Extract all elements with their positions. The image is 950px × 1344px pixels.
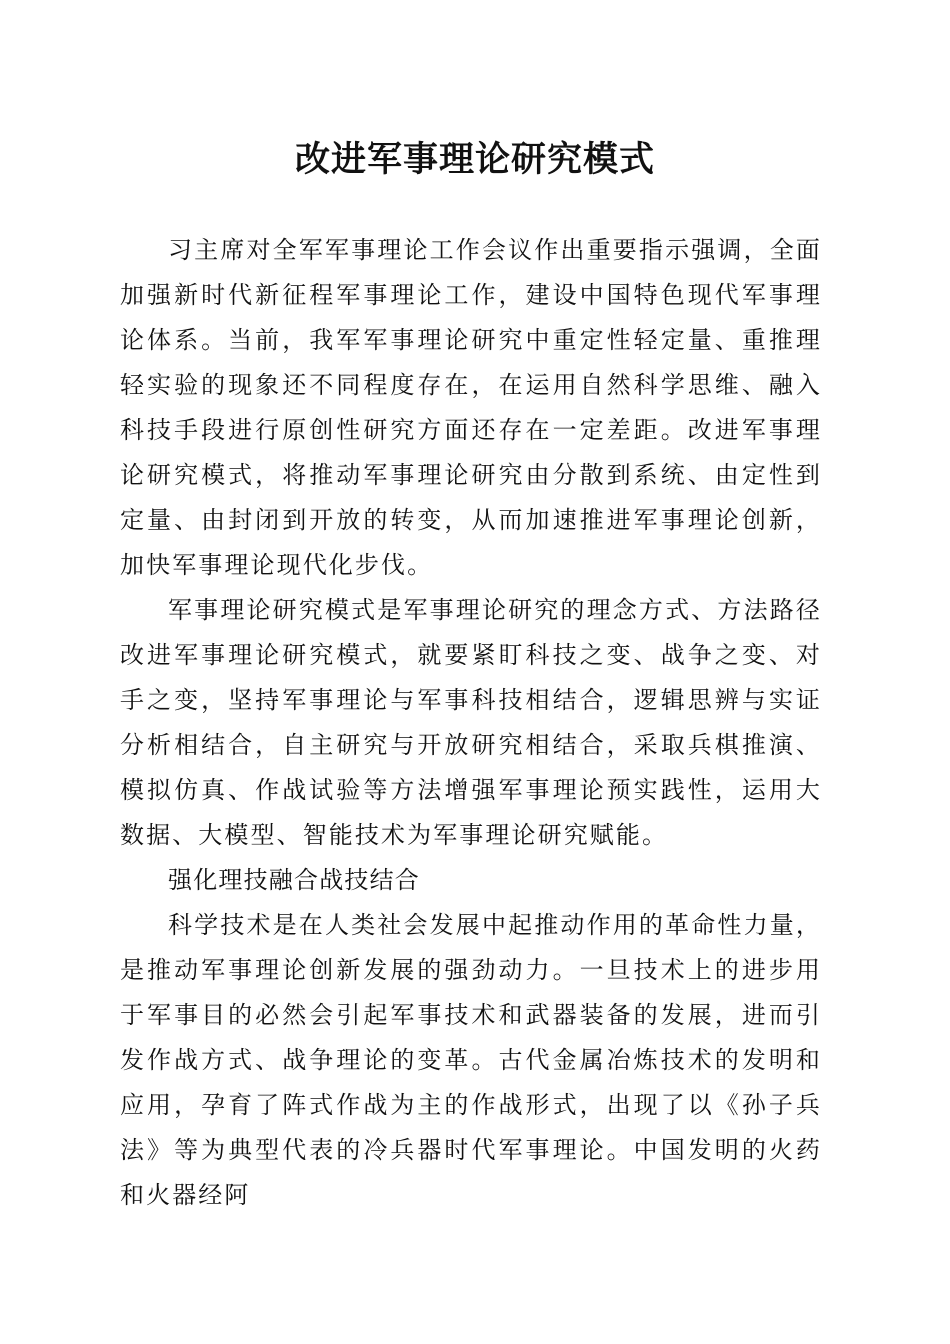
- document-body: [120, 228, 822, 1218]
- paragraph-intro: 习主席对全军军事理论工作会议作出重要指示强调，全面加强新时代新征程军事理论工作，建设中国特色现代军事理论体系。当前，我军军事理论研究中重定性轻定量、重推理轻实验的现象还不同程度存在，在运用自然科学思维、融入科技手段进行原创性研究方面还存在一定差距。改进军事理论研究模式，将推动军事理论研究由分散到系统、由定性到定量、由封闭到开放的转变，从而加速推进军事理论创新，加快军事理论现代化步伐。: [120, 236, 822, 579]
- paragraph-science-technology: 科学技术是在人类社会发展中起推动作用的革命性力量，是推动军事理论创新发展的强劲动力。一旦技术上的进步用于军事目的必然会引起军事技术和武器装备的发展，进而引发作战方式、战争理论的变革。古代金属冶炼技术的发明和应用，孕育了阵式作战为主的作战形式，出现了以《孙子兵法》等为典型代表的冷兵器时代军事理论。中国发明的火药和火器经阿: [120, 911, 822, 1209]
- paragraph-research-mode: 军事理论研究模式是军事理论研究的理念方式、方法路径改进军事理论研究模式，就要紧盯科技之变、战争之变、对手之变，坚持军事理论与军事科技相结合，逻辑思辨与实证分析相结合，自主研究与开放研究相结合，采取兵棋推演、模拟仿真、作战试验等方法增强军事理论预实践性，运用大数据、大模型、智能技术为军事理论研究赋能。: [120, 596, 822, 849]
- section-subheading: 强化理技融合战技结合: [168, 866, 420, 894]
- document-title: 改进军事理论研究模式: [294, 139, 655, 180]
